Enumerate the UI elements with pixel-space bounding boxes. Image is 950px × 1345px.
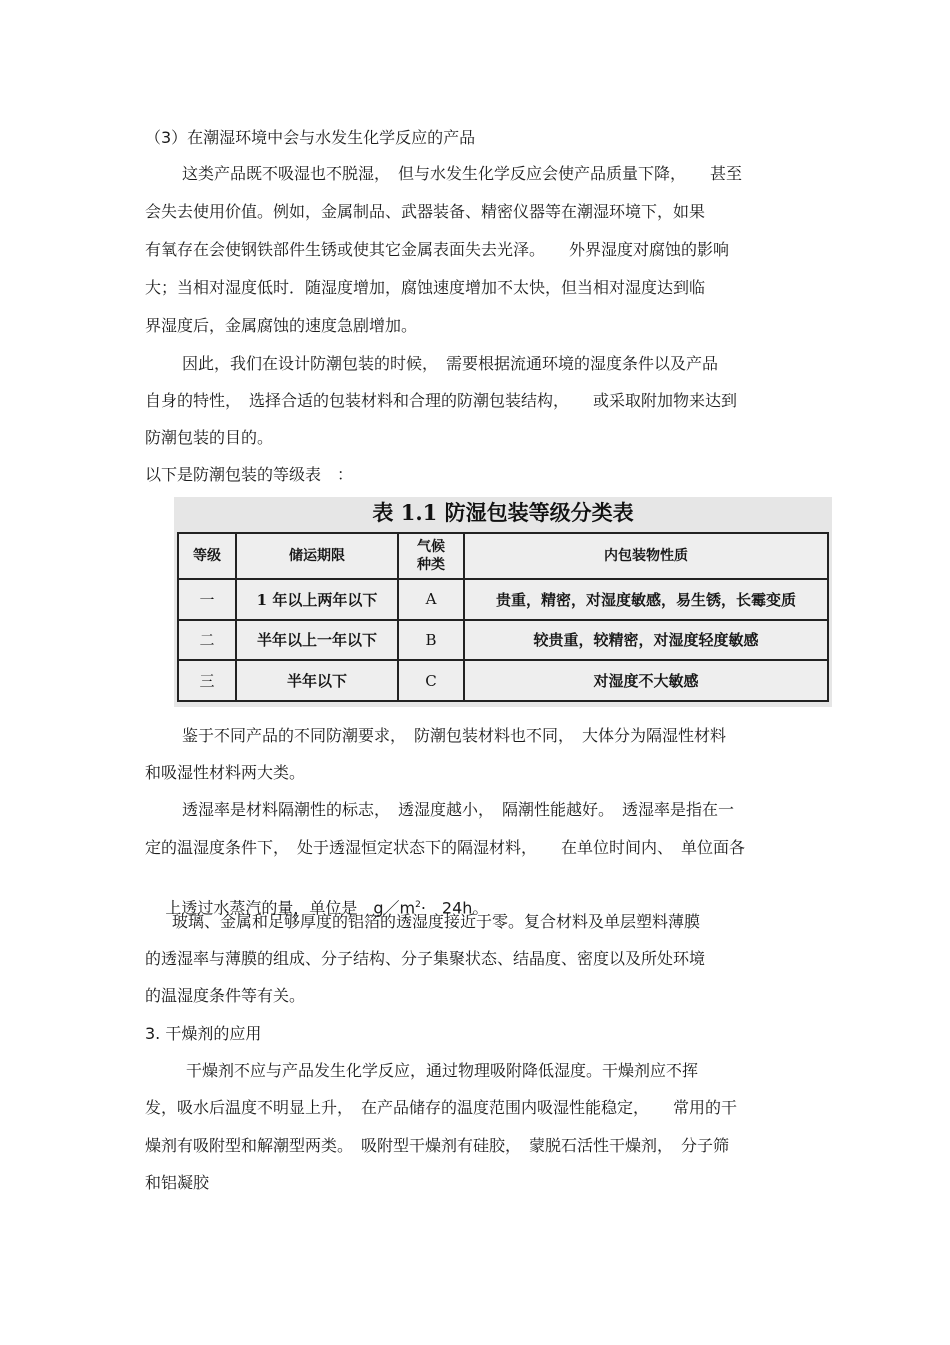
cell-climate: B — [398, 620, 464, 661]
cell-grade: 一 — [178, 579, 236, 620]
cell-grade: 二 — [178, 620, 236, 661]
text-line: 鉴于不同产品的不同防潮要求， 防潮包装材料也不同， 大体分为隔湿性材料 — [182, 726, 727, 745]
text-line: 会失去使用价值。例如，金属制品、武器装备、精密仪器等在潮湿环境下，如果 — [145, 202, 706, 221]
col-header: 等级 — [178, 533, 236, 579]
text-line: 干燥剂不应与产品发生化学反应，通过物理吸附降低湿度。干燥剂应不挥 — [186, 1061, 699, 1080]
text-line: 定的温湿度条件下， 处于透湿恒定状态下的隔湿材料， 在单位时间内、 单位面各 — [145, 838, 746, 857]
cell-property: 较贵重，较精密，对湿度轻度敏感 — [464, 620, 828, 661]
text-line: 玻璃、金属和足够厚度的铝箔的透湿度接近于零。复合材料及单层塑料薄膜 — [172, 912, 701, 931]
table-row — [178, 579, 828, 620]
cell-period: 半年以下 — [236, 660, 398, 701]
text-line: 燥剂有吸附型和解潮型两类。 吸附型干燥剂有硅胶， 蒙脱石活性干燥剂， 分子筛 — [145, 1136, 730, 1155]
cell-period: 半年以上一年以下 — [236, 620, 398, 661]
text-line: 的透湿率与薄膜的组成、分子结构、分子集聚状态、结晶度、密度以及所处环境 — [145, 949, 706, 968]
text-line: 和铝凝胶 — [145, 1173, 210, 1192]
col-header: 内包装物性质 — [464, 533, 828, 579]
cell-property: 贵重，精密，对湿度敏感，易生锈，长霉变质 — [464, 579, 828, 620]
unit-prefix: 上透过水蒸汽的量，单位是 g／m — [165, 898, 416, 918]
table-row — [178, 620, 828, 661]
text-line: 自身的特性， 选择合适的包装材料和合理的防潮包装结构， 或采取附加物来达到 — [145, 391, 738, 410]
text-line: 大；当相对湿度低时．随湿度增加，腐蚀速度增加不太快，但当相对湿度达到临 — [145, 278, 706, 297]
text-line: 因此，我们在设计防潮包装的时候， 需要根据流通环境的湿度条件以及产品 — [182, 354, 719, 373]
text-line: 和吸湿性材料两大类。 — [145, 763, 306, 782]
col-header: 气候 种类 — [398, 533, 464, 579]
text-line: 的温湿度条件等有关。 — [145, 986, 306, 1005]
cell-climate: A — [398, 579, 464, 620]
text-line: 防潮包装的目的。 — [145, 428, 274, 447]
text-line: 有氧存在会使钢铁部件生锈或使其它金属表面失去光泽。 外界湿度对腐蚀的影响 — [145, 240, 730, 259]
cell-period: 1 年以上两年以下 — [236, 579, 398, 620]
unit-sup: 2 — [415, 900, 421, 910]
cell-grade: 三 — [178, 660, 236, 701]
text-line: 界湿度后，金属腐蚀的速度急剧增加。 — [145, 316, 418, 335]
section-heading: 3. 干燥剂的应用 — [145, 1024, 262, 1043]
table-header-row — [178, 533, 828, 579]
cell-property: 对湿度不大敏感 — [464, 660, 828, 701]
section-heading: （3）在潮湿环境中会与水发生化学反应的产品 — [145, 128, 476, 147]
table-title: 表 1.1 防湿包装等级分类表 — [372, 500, 634, 525]
col-header: 储运期限 — [236, 533, 398, 579]
text-line: 透湿率是材料隔潮性的标志， 透湿度越小， 隔潮性能越好。 透湿率是指在一 — [182, 800, 735, 819]
table-row — [178, 660, 828, 701]
grade-table — [177, 532, 829, 702]
text-line: 发，吸水后温度不明显上升， 在产品储存的温度范围内吸湿性能稳定， 常用的干 — [145, 1098, 738, 1117]
grade-table-figure — [174, 497, 832, 707]
unit-suffix: · 24h。 — [420, 898, 489, 918]
cell-climate: C — [398, 660, 464, 701]
text-line: 这类产品既不吸湿也不脱湿， 但与水发生化学反应会使产品质量下降， 甚至 — [182, 164, 743, 183]
table-intro: 以下是防潮包装的等级表 ： — [145, 465, 354, 484]
